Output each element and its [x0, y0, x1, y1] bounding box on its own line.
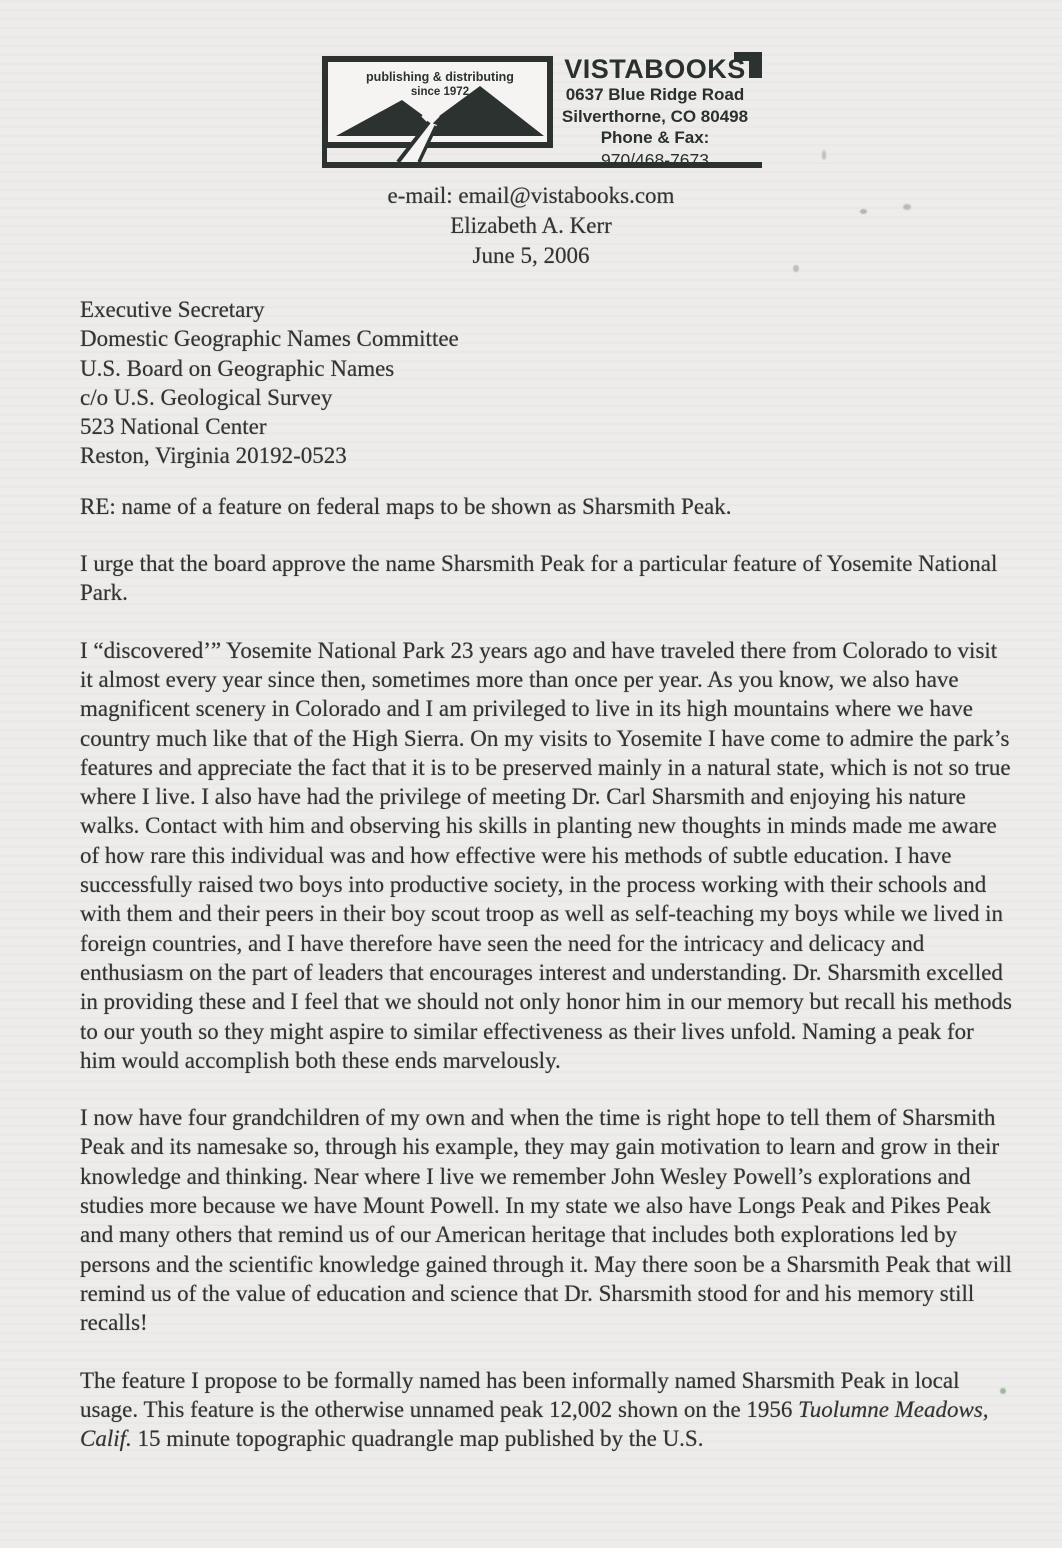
recipient-line: Domestic Geographic Names Committee [80, 326, 459, 352]
recipient-address [80, 295, 1012, 471]
letter-body [80, 295, 1012, 1481]
body-paragraph-2: I “discovered’” Yosemite National Park 23 years ago and have traveled there from Colorado to visit it almost every year since then, sometimes more than once per year. As you know, we also have magnificent scenery in Colorado and I am privileged to live in its high mountains where we have country much like that of the High Sierra. On my visits to Yosemite I have come to admire the park’s features and appreciate the fact that it is to be preserved mainly in a natural state, which is not so true where I live. I also have had the privilege of meeting Dr. Carl Sharsmith and enjoying his nature walks. Contact with him and observing his skills in planting new thoughts in minds made me aware of how rare this individual was and how effective were his methods of subtle education. I have successfully raised two boys into productive society, in the process working with their schools and with them and their peers in their boy scout troop as well as self-teaching my boys while we lived in foreign countries, and I have therefore have seen the need for the intricacy and delicacy and enthusiasm on the part of leaders that encourages interest and understanding. Dr. Sharsmith excelled in providing these and I feel that we should not only honor him in our memory but recall his methods to our youth so they might aspire to similar effectiveness as their lives unfold. Naming a peak for him would accomplish both these ends marvelously. [80, 637, 1012, 1073]
body-paragraph-1: I urge that the board approve the name Sharsmith Peak for a particular feature of Yosemite National Park. [80, 551, 998, 606]
recipient-line: c/o U.S. Geological Survey [80, 384, 333, 410]
letterhead [322, 52, 762, 168]
letterhead-text-block [559, 55, 751, 171]
email-line: e-mail: email@vistabooks.com [387, 183, 675, 208]
body-paragraph-3: I now have four grandchildren of my own and when the time is right hope to tell them of Sharsmith Peak and its namesake so, through his example, they may gain motivation to learn and grow in their knowledge and thinking. Near where I live we remember John Wesley Powell’s explorations and studies more because we have Mount Powell. In my state we also have Longs Peak and Pikes Peak and many others that remind us of our American heritage that includes both explorations led by persons and the scientific knowledge gained through it. May there soon be a Sharsmith Peak that will remind us of the value of education and science that Dr. Sharsmith stood for and his memory still recalls! [80, 1105, 1012, 1336]
logo-tagline-line2: since 1972 [410, 86, 470, 98]
recipient-line: U.S. Board on Geographic Names [80, 355, 395, 381]
subject-line: RE: name of a feature on federal maps to be shown as Sharsmith Peak. [80, 493, 732, 519]
phone-fax-label: Phone & Fax: [600, 128, 710, 147]
closing-text-post: 15 minute topographic quadrangle map published by the U.S. [131, 1426, 704, 1452]
closing-paragraph [80, 1366, 1012, 1454]
vistabooks-logo [322, 56, 553, 148]
logo-tagline-line1: publishing & distributing [366, 70, 514, 84]
company-address-line1: 0637 Blue Ridge Road [565, 85, 745, 104]
phone-number: 970/468-7673 [600, 149, 710, 170]
author-name: Elizabeth A. Kerr [450, 213, 612, 238]
closing-text-pre: The feature I propose to be formally named has been informally named Sharsmith Peak in local usage. This feature is the otherwise unnamed peak 12,002 shown on the 1956 [80, 1367, 960, 1422]
date-line: June 5, 2006 [472, 243, 590, 268]
mountains-road-logo-icon [328, 62, 547, 142]
company-name: VISTABOOKS [564, 54, 746, 84]
company-address-line2: Silverthorne, CO 80498 [561, 106, 749, 126]
header-center-block [0, 181, 1062, 271]
recipient-line: Executive Secretary [80, 297, 265, 322]
recipient-line: 523 National Center [80, 414, 267, 440]
scan-artifact [822, 150, 826, 160]
map-title-italic: Tuolumne Meadows, Calif. [80, 1396, 989, 1452]
recipient-line: Reston, Virginia 20192-0523 [80, 443, 347, 469]
